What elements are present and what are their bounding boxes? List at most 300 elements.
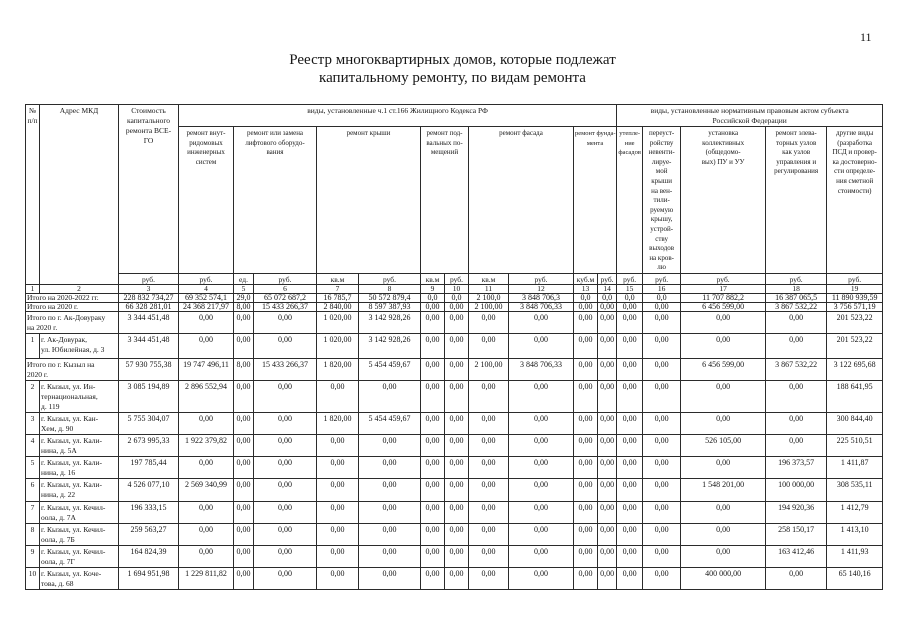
- value-cell: 15 433 266,37: [254, 359, 317, 381]
- value-cell: 0,00: [359, 457, 421, 479]
- row-number: 1: [26, 334, 40, 359]
- value-cell: 0,00: [254, 334, 317, 359]
- value-cell: 0,00: [643, 502, 681, 524]
- value-cell: 0,00: [445, 413, 469, 435]
- value-cell: 2 569 340,99: [179, 479, 234, 502]
- value-cell: 197 785,44: [119, 457, 179, 479]
- row-number: 7: [26, 502, 40, 524]
- unit-cell: ед.: [234, 274, 254, 285]
- value-cell: 3 122 695,68: [827, 359, 883, 381]
- table-row: [26, 334, 883, 359]
- value-cell: 0,00: [469, 435, 509, 457]
- value-cell: 0,00: [254, 413, 317, 435]
- row-number: 9: [26, 546, 40, 568]
- value-cell: 0,00: [574, 303, 598, 312]
- address-cell: г. Кызыл, ул. Ин- тернациональная, д. 119: [40, 381, 119, 413]
- value-cell: 8,00: [234, 359, 254, 381]
- value-cell: 2 896 552,94: [179, 381, 234, 413]
- header-number: № п/п: [26, 105, 40, 285]
- value-cell: 0,00: [445, 568, 469, 590]
- value-cell: 1 411,93: [827, 546, 883, 568]
- unit-cell: руб.: [509, 274, 574, 285]
- value-cell: 0,00: [469, 312, 509, 334]
- header-roof: ремонт крыши: [317, 127, 421, 274]
- value-cell: 0,00: [234, 524, 254, 546]
- value-cell: 0,00: [681, 502, 766, 524]
- value-cell: 0,00: [643, 334, 681, 359]
- value-cell: 0,00: [359, 502, 421, 524]
- value-cell: 2 673 995,33: [119, 435, 179, 457]
- value-cell: 0,00: [617, 359, 643, 381]
- value-cell: 0,00: [681, 413, 766, 435]
- value-cell: 0,00: [254, 479, 317, 502]
- value-cell: 0,00: [234, 457, 254, 479]
- value-cell: 16 387 065,5: [766, 294, 827, 303]
- table-row: [26, 413, 883, 435]
- total-label: Итого по г. Кызыл на 2020 г.: [26, 359, 119, 381]
- value-cell: 0,00: [421, 381, 445, 413]
- value-cell: 0,00: [254, 568, 317, 590]
- value-cell: 0,0: [421, 294, 445, 303]
- value-cell: 11 890 939,59: [827, 294, 883, 303]
- value-cell: 0,00: [617, 502, 643, 524]
- header-elevators: ремонт или замена лифтового оборудо- вания: [234, 127, 317, 274]
- value-cell: 0,00: [509, 334, 574, 359]
- title-line-1: Реестр многоквартирных домов, которые подлежат: [289, 52, 616, 68]
- value-cell: 0,00: [469, 524, 509, 546]
- value-cell: 3 756 571,19: [827, 303, 883, 312]
- value-cell: 0,00: [445, 334, 469, 359]
- value-cell: 0,00: [469, 413, 509, 435]
- value-cell: 1 020,00: [317, 312, 359, 334]
- header-meters: установка коллективных (общедомо- вых) ПУ и УУ: [681, 127, 766, 274]
- value-cell: 0,00: [574, 524, 598, 546]
- value-cell: 0,00: [598, 413, 617, 435]
- value-cell: 0,00: [445, 479, 469, 502]
- total-row: [26, 294, 883, 303]
- value-cell: 0,0: [617, 294, 643, 303]
- value-cell: 0,00: [617, 568, 643, 590]
- value-cell: 0,00: [509, 524, 574, 546]
- value-cell: 163 412,46: [766, 546, 827, 568]
- total-row: [26, 312, 883, 334]
- value-cell: 308 535,11: [827, 479, 883, 502]
- table-row: [26, 479, 883, 502]
- value-cell: 0,00: [643, 303, 681, 312]
- value-cell: 0,00: [617, 457, 643, 479]
- value-cell: 0,00: [359, 524, 421, 546]
- value-cell: 1 411,87: [827, 457, 883, 479]
- column-number-cell: 8: [359, 285, 421, 294]
- unit-cell: руб.: [445, 274, 469, 285]
- row-number: 10: [26, 568, 40, 590]
- address-cell: г. Кызыл, ул. Коче- това, д. 68: [40, 568, 119, 590]
- value-cell: 0,00: [509, 546, 574, 568]
- address-cell: г. Кызыл, ул. Кали- нина, д. 22: [40, 479, 119, 502]
- value-cell: 6 456 599,00: [681, 303, 766, 312]
- value-cell: 400 000,00: [681, 568, 766, 590]
- row-number: 2: [26, 381, 40, 413]
- value-cell: 5 454 459,67: [359, 413, 421, 435]
- value-cell: 0,00: [254, 457, 317, 479]
- value-cell: 0,00: [445, 381, 469, 413]
- value-cell: 57 930 755,38: [119, 359, 179, 381]
- header-other: другие виды (разработка ПСД и провер- ка достоверно- сти определе- ния сметной стоимости): [827, 127, 883, 274]
- header-address: Адрес МКД: [40, 105, 119, 285]
- value-cell: 0,00: [234, 381, 254, 413]
- value-cell: 0,00: [234, 334, 254, 359]
- value-cell: 0,00: [359, 479, 421, 502]
- header-facade-insulation: утепле- ние фасадов: [617, 127, 643, 274]
- column-number-cell: 1: [26, 285, 40, 294]
- value-cell: 0,00: [359, 546, 421, 568]
- value-cell: 0,00: [598, 334, 617, 359]
- value-cell: 0,00: [643, 312, 681, 334]
- value-cell: 0,00: [681, 546, 766, 568]
- value-cell: 0,00: [617, 334, 643, 359]
- value-cell: 0,00: [509, 413, 574, 435]
- value-cell: 0,00: [598, 524, 617, 546]
- value-cell: 3 142 928,26: [359, 312, 421, 334]
- value-cell: 0,00: [421, 334, 445, 359]
- row-number: 8: [26, 524, 40, 546]
- column-number-cell: 5: [234, 285, 254, 294]
- address-cell: г. Ак-Довурак, ул. Юбилейная, д. 3: [40, 334, 119, 359]
- value-cell: 0,0: [598, 294, 617, 303]
- value-cell: 1 548 201,00: [681, 479, 766, 502]
- value-cell: 0,00: [469, 546, 509, 568]
- value-cell: 0,00: [317, 457, 359, 479]
- value-cell: 65 140,16: [827, 568, 883, 590]
- table-row: [26, 524, 883, 546]
- value-cell: 0,00: [574, 502, 598, 524]
- unit-cell: руб.: [359, 274, 421, 285]
- column-number-cell: 18: [766, 285, 827, 294]
- table-row: [26, 546, 883, 568]
- value-cell: 0,00: [421, 413, 445, 435]
- column-number-cell: 11: [469, 285, 509, 294]
- unit-cell: руб.: [254, 274, 317, 285]
- table-row: [26, 457, 883, 479]
- table-row: [26, 502, 883, 524]
- value-cell: 66 328 281,01: [119, 303, 179, 312]
- value-cell: 3 344 451,48: [119, 312, 179, 334]
- address-cell: г. Кызыл, ул. Кечил- оола, д. 7Б: [40, 524, 119, 546]
- value-cell: 0,00: [179, 546, 234, 568]
- value-cell: 0,00: [643, 479, 681, 502]
- value-cell: 0,00: [179, 502, 234, 524]
- value-cell: 0,00: [317, 568, 359, 590]
- value-cell: 0,00: [766, 312, 827, 334]
- value-cell: 3 867 532,22: [766, 359, 827, 381]
- value-cell: 526 105,00: [681, 435, 766, 457]
- value-cell: 259 563,27: [119, 524, 179, 546]
- value-cell: 2 840,00: [317, 303, 359, 312]
- value-cell: 0,00: [445, 312, 469, 334]
- title-line-2: капитальному ремонту, по видам ремонта: [319, 70, 586, 86]
- unit-cell: руб.: [766, 274, 827, 285]
- header-group-regional: виды, установленные нормативным правовым актом субъекта Российской Федерации: [617, 105, 883, 127]
- value-cell: 0,00: [469, 568, 509, 590]
- value-cell: 188 641,95: [827, 381, 883, 413]
- value-cell: 0,00: [766, 334, 827, 359]
- value-cell: 29,0: [234, 294, 254, 303]
- value-cell: 0,00: [445, 457, 469, 479]
- value-cell: 0,00: [617, 479, 643, 502]
- value-cell: 0,00: [766, 381, 827, 413]
- value-cell: 0,00: [574, 381, 598, 413]
- column-number-cell: 15: [617, 285, 643, 294]
- value-cell: 3 344 451,48: [119, 334, 179, 359]
- value-cell: 0,00: [421, 359, 445, 381]
- value-cell: 0,00: [574, 435, 598, 457]
- total-row: [26, 303, 883, 312]
- value-cell: 0,00: [317, 546, 359, 568]
- header-basement: ремонт под- вальных по- мещений: [421, 127, 469, 274]
- value-cell: 0,00: [766, 413, 827, 435]
- value-cell: 3 848 706,3: [509, 294, 574, 303]
- header-total-cost: Стоимость капитального ремонта ВСЕ- ГО: [119, 105, 179, 274]
- row-number: 3: [26, 413, 40, 435]
- value-cell: 0,00: [681, 312, 766, 334]
- value-cell: 0,00: [643, 359, 681, 381]
- value-cell: 3 142 928,26: [359, 334, 421, 359]
- value-cell: 0,00: [421, 568, 445, 590]
- header-elevator-nodes: ремонт элева- торных узлов как узлов управления и регулирования: [766, 127, 827, 274]
- value-cell: 0,00: [681, 334, 766, 359]
- value-cell: 0,00: [574, 479, 598, 502]
- header-internal-systems: ремонт внут- ридомовых инженерных систем: [179, 127, 234, 274]
- value-cell: 0,00: [643, 524, 681, 546]
- value-cell: 100 000,00: [766, 479, 827, 502]
- value-cell: 0,00: [617, 546, 643, 568]
- value-cell: 0,00: [509, 502, 574, 524]
- value-cell: 0,00: [234, 546, 254, 568]
- value-cell: 0,00: [254, 524, 317, 546]
- value-cell: 0,0: [445, 294, 469, 303]
- header-row-column-numbers: [26, 285, 883, 294]
- value-cell: 0,00: [421, 479, 445, 502]
- value-cell: 0,00: [598, 381, 617, 413]
- value-cell: 0,00: [317, 381, 359, 413]
- row-number: 6: [26, 479, 40, 502]
- unit-cell: руб.: [681, 274, 766, 285]
- value-cell: 11 707 882,2: [681, 294, 766, 303]
- value-cell: 0,00: [643, 435, 681, 457]
- column-number-cell: 12: [509, 285, 574, 294]
- table-row: [26, 435, 883, 457]
- value-cell: 0,00: [234, 312, 254, 334]
- value-cell: 0,00: [598, 359, 617, 381]
- value-cell: 0,00: [421, 312, 445, 334]
- column-number-cell: 10: [445, 285, 469, 294]
- column-number-cell: 19: [827, 285, 883, 294]
- value-cell: 0,00: [179, 457, 234, 479]
- value-cell: 225 510,51: [827, 435, 883, 457]
- value-cell: 0,00: [445, 435, 469, 457]
- column-number-cell: 9: [421, 285, 445, 294]
- value-cell: 0,00: [598, 435, 617, 457]
- value-cell: 0,00: [359, 435, 421, 457]
- value-cell: 0,0: [574, 294, 598, 303]
- unit-cell: куб.м: [574, 274, 598, 285]
- value-cell: 8,00: [234, 303, 254, 312]
- value-cell: 0,00: [234, 435, 254, 457]
- header-facade: ремонт фасада: [469, 127, 574, 274]
- value-cell: 0,00: [509, 457, 574, 479]
- value-cell: 2 100,0: [469, 294, 509, 303]
- value-cell: 0,00: [179, 334, 234, 359]
- value-cell: 0,00: [469, 381, 509, 413]
- column-number-cell: 16: [643, 285, 681, 294]
- header-group-federal: виды, установленные ч.1 ст.166 Жилищного Кодекса РФ: [179, 105, 617, 127]
- value-cell: 0,00: [421, 546, 445, 568]
- value-cell: 0,00: [598, 312, 617, 334]
- value-cell: 1 020,00: [317, 334, 359, 359]
- page-number: 11: [860, 30, 872, 44]
- value-cell: 15 433 266,37: [254, 303, 317, 312]
- value-cell: 0,00: [617, 524, 643, 546]
- address-cell: г. Кызыл, ул. Кали- нина, д. 16: [40, 457, 119, 479]
- total-label: Итого на 2020-2022 гг.: [26, 294, 119, 303]
- column-number-cell: 14: [598, 285, 617, 294]
- row-number: 4: [26, 435, 40, 457]
- unit-cell: кв.м: [421, 274, 445, 285]
- value-cell: 0,00: [421, 524, 445, 546]
- value-cell: 0,00: [574, 312, 598, 334]
- value-cell: 0,00: [643, 457, 681, 479]
- value-cell: 8 597 387,93: [359, 303, 421, 312]
- value-cell: 0,00: [617, 303, 643, 312]
- value-cell: 196 373,57: [766, 457, 827, 479]
- header-row-groups: [26, 105, 883, 127]
- value-cell: 0,00: [469, 479, 509, 502]
- value-cell: 3 867 532,22: [766, 303, 827, 312]
- address-cell: г. Кызыл, ул. Кан- Хем, д. 90: [40, 413, 119, 435]
- column-number-cell: 6: [254, 285, 317, 294]
- value-cell: 0,00: [574, 359, 598, 381]
- unit-cell: руб.: [179, 274, 234, 285]
- value-cell: 19 747 496,11: [179, 359, 234, 381]
- repair-registry-table: [25, 104, 883, 590]
- value-cell: 0,00: [421, 435, 445, 457]
- value-cell: 0,00: [598, 546, 617, 568]
- unit-cell: кв.м: [469, 274, 509, 285]
- value-cell: 0,00: [574, 334, 598, 359]
- address-cell: г. Кызыл, ул. Кечил- оола, д. 7Г: [40, 546, 119, 568]
- column-number-cell: 4: [179, 285, 234, 294]
- value-cell: 16 785,7: [317, 294, 359, 303]
- address-cell: г. Кызыл, ул. Кали- нина, д. 5А: [40, 435, 119, 457]
- value-cell: 0,00: [598, 479, 617, 502]
- value-cell: 0,00: [445, 524, 469, 546]
- document-title: [0, 51, 905, 87]
- column-number-cell: 3: [119, 285, 179, 294]
- value-cell: 1 694 951,98: [119, 568, 179, 590]
- value-cell: 0,00: [681, 381, 766, 413]
- value-cell: 0,00: [317, 435, 359, 457]
- address-cell: г. Кызыл, ул. Кечил- оола, д. 7А: [40, 502, 119, 524]
- unit-cell: кв.м: [317, 274, 359, 285]
- value-cell: 0,00: [617, 435, 643, 457]
- unit-cell: руб.: [119, 274, 179, 285]
- value-cell: 3 085 194,89: [119, 381, 179, 413]
- value-cell: 0,00: [445, 502, 469, 524]
- table-row: [26, 381, 883, 413]
- value-cell: 0,00: [234, 502, 254, 524]
- value-cell: 0,00: [643, 381, 681, 413]
- value-cell: 0,00: [254, 546, 317, 568]
- value-cell: 0,00: [574, 413, 598, 435]
- header-row-units: [26, 274, 883, 285]
- column-number-cell: 7: [317, 285, 359, 294]
- column-number-cell: 2: [40, 285, 119, 294]
- column-number-cell: 17: [681, 285, 766, 294]
- total-row: [26, 359, 883, 381]
- value-cell: 0,00: [254, 381, 317, 413]
- header-roof-conversion: переуст- ройству невенти- лируе- мой крыши на вен- тили- руемую крышу, устрой- ству выходов на кров- лю: [643, 127, 681, 274]
- value-cell: 3 848 706,33: [509, 303, 574, 312]
- value-cell: 5 755 304,07: [119, 413, 179, 435]
- value-cell: 0,00: [574, 546, 598, 568]
- value-cell: 1 820,00: [317, 413, 359, 435]
- value-cell: 0,00: [766, 568, 827, 590]
- value-cell: 0,00: [234, 568, 254, 590]
- value-cell: 4 526 077,10: [119, 479, 179, 502]
- value-cell: 258 150,17: [766, 524, 827, 546]
- value-cell: 0,00: [445, 303, 469, 312]
- value-cell: 1 412,79: [827, 502, 883, 524]
- value-cell: 201 523,22: [827, 334, 883, 359]
- column-number-cell: 13: [574, 285, 598, 294]
- value-cell: 0,00: [643, 546, 681, 568]
- value-cell: 0,00: [254, 435, 317, 457]
- value-cell: 0,00: [359, 568, 421, 590]
- value-cell: 164 824,39: [119, 546, 179, 568]
- table-body: [26, 294, 883, 590]
- value-cell: 0,00: [617, 381, 643, 413]
- value-cell: 0,00: [234, 413, 254, 435]
- value-cell: 0,00: [509, 568, 574, 590]
- value-cell: 2 100,00: [469, 359, 509, 381]
- value-cell: 1 229 811,82: [179, 568, 234, 590]
- value-cell: 6 456 599,00: [681, 359, 766, 381]
- value-cell: 0,00: [421, 502, 445, 524]
- value-cell: 0,00: [317, 524, 359, 546]
- value-cell: 0,00: [421, 457, 445, 479]
- value-cell: 0,00: [254, 502, 317, 524]
- value-cell: 0,00: [179, 312, 234, 334]
- value-cell: 194 920,36: [766, 502, 827, 524]
- value-cell: 0,00: [643, 568, 681, 590]
- value-cell: 0,00: [574, 457, 598, 479]
- value-cell: 0,00: [469, 457, 509, 479]
- value-cell: 0,00: [234, 479, 254, 502]
- value-cell: 0,00: [179, 524, 234, 546]
- unit-cell: руб.: [827, 274, 883, 285]
- value-cell: 0,00: [445, 546, 469, 568]
- value-cell: 0,00: [317, 479, 359, 502]
- value-cell: 228 832 734,27: [119, 294, 179, 303]
- unit-cell: руб.: [643, 274, 681, 285]
- value-cell: 0,00: [509, 479, 574, 502]
- value-cell: 0,0: [643, 294, 681, 303]
- value-cell: 1 820,00: [317, 359, 359, 381]
- value-cell: 300 844,40: [827, 413, 883, 435]
- value-cell: 0,00: [598, 457, 617, 479]
- value-cell: 5 454 459,67: [359, 359, 421, 381]
- value-cell: 0,00: [617, 312, 643, 334]
